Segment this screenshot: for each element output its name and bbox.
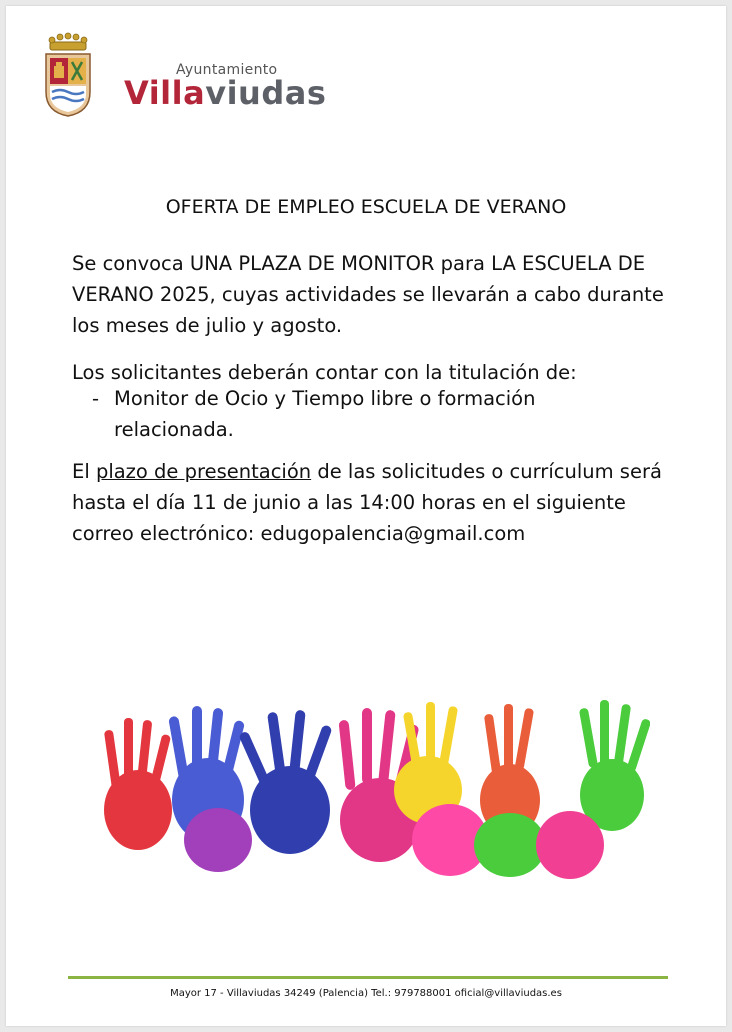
handprint-navy bbox=[238, 710, 332, 854]
footer-divider bbox=[68, 976, 668, 979]
coat-of-arms-icon bbox=[40, 32, 96, 118]
bullet-text: Monitor de Ocio y Tiempo libre o formación relacionada. bbox=[114, 387, 536, 441]
handprints-illustration bbox=[90, 690, 650, 890]
paragraph-announcement: Se convoca UNA PLAZA DE MONITOR para LA ESCUELA DE VERANO 2025, cuyas actividades se llevarán a cabo durante los meses de julio y agosto. bbox=[72, 252, 664, 337]
paragraph-requirements: Los solicitantes deberán contar con la titulación de: bbox=[72, 361, 577, 384]
handprint-red bbox=[104, 718, 172, 850]
page-title: OFERTA DE EMPLEO ESCUELA DE VERANO bbox=[165, 196, 567, 218]
footer-contact: Mayor 17 - Villaviudas 34249 (Palencia) Tel.: 979788001 oficial@villaviudas.es bbox=[170, 988, 562, 999]
logo-name-part1: Villa bbox=[124, 74, 206, 112]
handprint-pink-right bbox=[536, 811, 604, 879]
logo-name bbox=[124, 74, 326, 112]
bullet-marker: - bbox=[92, 387, 100, 410]
paragraph-deadline bbox=[72, 456, 672, 549]
deadline-text-end: de las solicitudes o currículum será hasta el día 11 de junio a las 14:00 horas en el siguiente correo electrónico: edugopalencia@gmail.com bbox=[72, 460, 662, 545]
logo-name-part2: viudas bbox=[205, 74, 327, 112]
deadline-underlined: plazo de presentación bbox=[95, 460, 312, 483]
logo-subtitle: Ayuntamiento bbox=[176, 62, 278, 78]
handprint-purple bbox=[184, 808, 252, 872]
deadline-text-start: El bbox=[72, 460, 96, 483]
